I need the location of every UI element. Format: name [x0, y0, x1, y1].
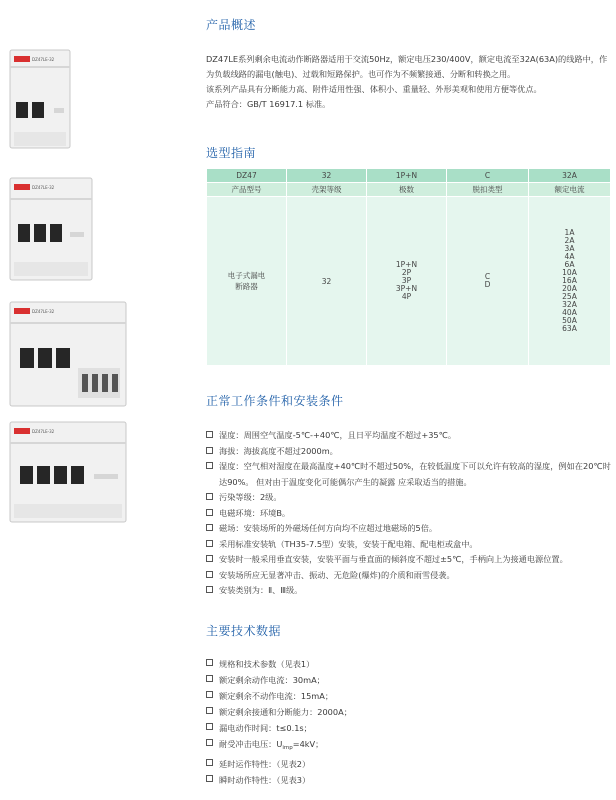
header-cell: 脱扣类型 [447, 183, 529, 197]
current-option: 40A [562, 308, 577, 317]
tech-heading: 主要技术数据 [206, 624, 282, 638]
checkbox-icon [206, 509, 213, 516]
current-option: 16A [562, 276, 577, 285]
overview-paragraph-1: DZ47LE系列剩余电流动作断路器适用于交流50Hz，额定电压230/400V，额定电流至32A(63A)的线路中，作为负载线路的漏电(触电)、过载和短路保护。也可作为不频繁接通、分断和转换之用。 [206, 54, 608, 79]
selection-heading: 选型指南 [206, 146, 257, 160]
pole-option: 2P [401, 268, 412, 277]
product-images [0, 0, 200, 800]
breaker-3p-image [8, 174, 94, 284]
list-item: 额定剩余接通和分断能力：2000A； [206, 704, 616, 720]
current-option: 50A [562, 316, 577, 325]
trip-option: C [484, 272, 491, 281]
list-item: 漏电动作时间：t≤0.1s； [206, 720, 616, 736]
checkbox-icon [206, 447, 213, 454]
list-item: 安装时一般采用垂直安装，安装平面与垂直面的倾斜度不超过±5℃，手柄向上为接通电源位置。 [206, 552, 616, 568]
product-type-line: 电子式漏电 [227, 271, 266, 280]
list-item: 海拔：海拔高度不超过2000m。 [206, 444, 616, 460]
poles-cell [367, 197, 447, 366]
checkbox-icon [206, 691, 213, 698]
overview-paragraph-3: 产品符合：GB/T 16917.1 标准。 [206, 99, 331, 109]
current-option: 32A [562, 300, 577, 309]
current-option: 6A [564, 260, 575, 269]
current-option: 10A [562, 268, 577, 277]
selection-code-row [207, 169, 611, 183]
checkbox-icon [206, 659, 213, 666]
overview-heading: 产品概述 [206, 18, 257, 32]
checkbox-icon [206, 493, 213, 500]
frame-cell: 32 [287, 197, 367, 366]
list-item: 电磁环境：环境B。 [206, 506, 616, 522]
checkbox-icon [206, 431, 213, 438]
pole-option: 4P [401, 292, 412, 301]
trip-cell [447, 197, 529, 366]
checkbox-icon [206, 586, 213, 593]
checkbox-icon [206, 759, 213, 766]
list-item: 湿度：周围空气温度-5℃-+40℃，且日平均温度不超过+35℃。 [206, 428, 616, 444]
list-item: 延时运作特性：（见表2） [206, 756, 616, 772]
current-cell [529, 197, 611, 366]
svg-text:DZ47LE-32: DZ47LE-32 [32, 185, 55, 190]
code-cell: DZ47 [207, 169, 287, 183]
list-item: 安装场所应无显著冲击、振动、无危险(爆炸)的介质和雨雪侵袭。 [206, 568, 616, 584]
code-cell: 32 [287, 169, 367, 183]
current-option: 25A [562, 292, 577, 301]
tech-list [206, 656, 616, 788]
overview-paragraph-2: 该系列产品具有分断能力高、附件适用性强、体积小、重量轻、外形美观和使用方便等优点。 [206, 84, 542, 94]
list-item: 湿度：空气相对湿度在最高温度+40℃时不超过50%，在较低温度下可以允许有较高的湿度，例如在20℃时达90%。 但对由于温度变化可能偶尔产生的凝露 应采取适当的措施。 [206, 459, 616, 490]
code-cell: C [447, 169, 529, 183]
current-option: 3A [564, 244, 575, 253]
header-cell: 产品型号 [207, 183, 287, 197]
current-option: 4A [564, 252, 575, 261]
checkbox-icon [206, 707, 213, 714]
list-item: 规格和技术参数（见表1） [206, 656, 616, 672]
overview-text [206, 52, 608, 112]
list-item: 瞬时动作特性：（见表3） [206, 772, 616, 788]
current-option: 2A [564, 236, 575, 245]
pole-option: 3P [401, 276, 412, 285]
pole-option: 1P+N [395, 260, 418, 269]
list-item: 额定剩余动作电流：30mA； [206, 672, 616, 688]
pole-option: 3P+N [395, 284, 418, 293]
current-option: 1A [564, 228, 575, 237]
header-cell: 壳架等级 [287, 183, 367, 197]
list-item: 额定剩余不动作电流：15mA； [206, 688, 616, 704]
code-cell: 32A [529, 169, 611, 183]
code-cell: 1P+N [367, 169, 447, 183]
checkbox-icon [206, 675, 213, 682]
conditions-list [206, 428, 616, 599]
checkbox-icon [206, 462, 213, 469]
checkbox-icon [206, 775, 213, 782]
breaker-2p-image [8, 44, 72, 152]
list-item: 采用标准安装轨（TH35-7.5型）安装，安装于配电箱、配电柜或盒中。 [206, 537, 616, 553]
uimp-item: 耐受冲击电压：$U_{imp}=4kV$； [219, 739, 324, 751]
list-item: 磁场：安装场所的外磁场任何方向均不应超过地磁场的5倍。 [206, 521, 616, 537]
header-cell: 额定电流 [529, 183, 611, 197]
list-item [206, 736, 616, 756]
breaker-3pn-image [8, 298, 128, 410]
trip-option: D [484, 280, 491, 289]
checkbox-icon [206, 739, 213, 746]
list-item: 安装类别为：Ⅱ、Ⅲ级。 [206, 583, 616, 599]
checkbox-icon [206, 540, 213, 547]
breaker-4p-image [8, 418, 128, 526]
checkbox-icon [206, 524, 213, 531]
selection-table [206, 168, 611, 366]
checkbox-icon [206, 555, 213, 562]
current-option: 20A [562, 284, 577, 293]
current-option: 63A [562, 324, 577, 333]
checkbox-icon [206, 571, 213, 578]
svg-text:DZ47LE-32: DZ47LE-32 [32, 429, 55, 434]
svg-text:DZ47LE-32: DZ47LE-32 [32, 309, 55, 314]
selection-header-row [207, 183, 611, 197]
checkbox-icon [206, 723, 213, 730]
product-type-cell [207, 197, 287, 366]
selection-options-row [207, 197, 611, 366]
product-type-line: 断路器 [235, 282, 258, 291]
header-cell: 极数 [367, 183, 447, 197]
list-item: 污染等级：2级。 [206, 490, 616, 506]
svg-text:DZ47LE-32: DZ47LE-32 [32, 57, 55, 62]
conditions-heading: 正常工作条件和安装条件 [206, 394, 344, 408]
